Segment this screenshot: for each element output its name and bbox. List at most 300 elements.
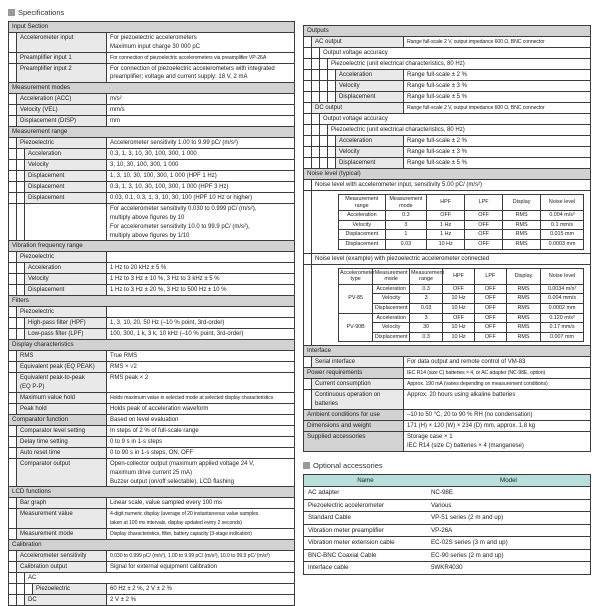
table-cell: RMS: [503, 220, 541, 230]
row-value: 1 Hz to 3 Hz ± 20 %, 3 Hz to 500 Hz ± 10 %: [107, 285, 294, 295]
spec-row: [304, 253, 590, 264]
table-cell: 10 Hz: [427, 239, 465, 249]
row-value: For data output and remote control of VM-83: [404, 357, 590, 367]
spec-row: [9, 550, 294, 561]
row-label: Preamplifier input 2: [17, 64, 107, 83]
table-row: [339, 230, 584, 240]
section-header-row: [9, 414, 294, 425]
spec-row: [304, 378, 590, 389]
spec-row: [304, 135, 590, 146]
spec-row: [9, 350, 294, 361]
indent-spacer: [304, 92, 312, 102]
indent-spacer: [9, 33, 17, 52]
accessory-name: Vibration meter preamplifier: [308, 526, 384, 534]
row-value: 4-digit numeric display (average of 20 instantaneous value samples taken at 100 ms intervals, display updated every 2 seconds): [107, 509, 294, 528]
row-value: RMS peak × 2: [107, 373, 294, 392]
row-value: Range full-scale 2 V, output impedance 600 Ω, BNC connector: [404, 103, 590, 113]
indent-spacer: [312, 81, 320, 91]
spec-row: [9, 403, 294, 414]
spec-row: [9, 372, 294, 392]
indent-spacer: [320, 92, 328, 102]
row-value: True RMS: [107, 351, 294, 361]
row-value: 1, 3, 10, 30, 100, 300, 1 000 (HPF 1 Hz): [107, 171, 294, 181]
row-label: Comparator level setting: [17, 426, 107, 436]
indent-spacer: [328, 158, 336, 168]
table-cell: OFF: [443, 284, 475, 294]
row-value: For connection of piezoelectric accelerometers via preamplifier VP-26A: [107, 53, 294, 63]
indent-spacer: [9, 116, 17, 126]
table-row: [339, 323, 584, 333]
indent-spacer: [9, 595, 17, 605]
row-label: Measurement mode: [17, 529, 107, 539]
spec-row: [304, 264, 590, 346]
indent-spacer: [320, 136, 328, 146]
table-cell: RMS: [506, 294, 540, 304]
indent-spacer: [9, 252, 17, 262]
row-label: Piezoelectric: [17, 252, 107, 262]
row-label: Displacement: [25, 182, 107, 192]
section-title: Display characteristics: [9, 340, 294, 350]
table-cell: 0.3: [385, 211, 427, 221]
table-cell: RMS: [506, 313, 540, 323]
indent-spacer: [328, 81, 336, 91]
row-label: Piezoelectric: [17, 138, 107, 148]
optional-accessories-title-text: Optional accessories: [313, 460, 383, 470]
indent-spacer: [304, 357, 312, 367]
section-header-row: [9, 240, 294, 251]
indent-spacer: [320, 125, 328, 135]
indent-spacer: [304, 136, 312, 146]
indent-spacer: [9, 204, 17, 240]
specifications-title: [8, 8, 295, 17]
spec-row: [304, 356, 590, 367]
section-header-row: [304, 367, 590, 378]
table-cell: 0.0003 mm: [541, 239, 584, 249]
spec-row: [9, 436, 294, 447]
table-cell: RMS: [506, 303, 540, 313]
spec-row: [304, 179, 590, 190]
row-label: Velocity (VEL): [17, 105, 107, 115]
spec-row: [9, 93, 294, 104]
indent-spacer: [304, 103, 312, 113]
row-label: Preamplifier input 1: [17, 53, 107, 63]
table-cell: PV-90B: [339, 313, 373, 342]
row-value: 0.030 to 0.999 pC/ (m/s²), 1.00 to 9.99 pC/ (m/s²), 10.0 to 99.9 pC/ (m/s²): [107, 551, 294, 561]
accessory-row: [304, 524, 590, 537]
spec-row: [304, 80, 590, 91]
section-header-row: [304, 431, 590, 451]
spec-row: [9, 594, 294, 605]
indent-spacer: [9, 149, 17, 159]
indent-spacer: [9, 393, 17, 403]
column-header: LPF: [474, 268, 506, 284]
column-header: HPF: [427, 195, 465, 211]
indent-spacer: [9, 562, 17, 572]
indent-spacer: [9, 426, 17, 436]
table-header-row: [339, 268, 584, 284]
table-cell: 1: [385, 230, 427, 240]
optional-accessories-title: [303, 461, 591, 470]
section-label: Ambient conditions for use: [304, 410, 404, 420]
row-label: Acceleration: [336, 70, 404, 80]
indent-spacer: [9, 573, 17, 583]
spec-row: [9, 425, 294, 436]
row-value: Open-collector output (maximum applied voltage 24 V, maximum drive current 25 mA) Buzzer output (on/off selectable), LCD flashing: [107, 459, 294, 486]
table-cell: Velocity: [339, 220, 386, 230]
indent-spacer: [17, 595, 25, 605]
indent-spacer: [9, 437, 17, 447]
table-cell: Acceleration: [373, 313, 410, 323]
table-cell: OFF: [465, 220, 503, 230]
row-value: 0 to 9 s in 1-s steps: [107, 437, 294, 447]
indent-spacer: [312, 114, 320, 124]
indent-spacer: [312, 70, 320, 80]
row-label: [25, 204, 107, 240]
row-label: Displacement: [25, 171, 107, 181]
indent-spacer: [320, 81, 328, 91]
row-value: For connection of piezoelectric accelerometers with integrated preamplifier; voltage and current supply: 18 V, 2 mA: [107, 64, 294, 83]
table-cell: 3: [385, 220, 427, 230]
indent-spacer: [9, 529, 17, 539]
table-row: [339, 313, 584, 323]
indent-spacer: [312, 92, 320, 102]
spec-row: [9, 137, 294, 148]
row-label: Velocity: [336, 147, 404, 157]
indent-spacer: [9, 351, 17, 361]
indent-spacer: [304, 265, 312, 346]
table-cell: 10 Hz: [443, 323, 475, 333]
right-column: [303, 8, 591, 575]
column-header: Noise level: [541, 195, 584, 211]
table-cell: RMS: [506, 284, 540, 294]
section-label: Supplied accessories: [304, 432, 404, 451]
accessory-model: Various: [430, 501, 452, 509]
indent-spacer: [9, 53, 17, 63]
column-header: Measurement mode: [385, 195, 427, 211]
indent-spacer: [17, 274, 25, 284]
spec-row: [9, 159, 294, 170]
row-label: Accelerometer sensitivity: [17, 551, 107, 561]
spec-row: [304, 389, 590, 409]
row-value: Range full-scale ± 2 %: [404, 136, 590, 146]
row-label: Equivalent peak-to-peak (EQ P-P): [17, 373, 107, 392]
indent-spacer: [9, 509, 17, 528]
spec-row: [9, 392, 294, 403]
row-value: Approx. 20 hours using alkaline batteries: [404, 390, 590, 409]
spec-row: [9, 115, 294, 126]
accessory-name: AC adapter: [308, 489, 340, 497]
row-label: Displacement: [25, 285, 107, 295]
table-cell: 0.1 mm/s: [541, 220, 584, 230]
accessories-model-header: Model: [500, 476, 517, 484]
table-cell: OFF: [427, 211, 465, 221]
section-label: Dimensions and weight: [304, 421, 404, 431]
indent-spacer: [17, 318, 25, 328]
row-span-text: Piezoelectric (unit electrical characteristics, 80 Hz): [328, 125, 590, 135]
accessory-model: NC-98E: [430, 489, 453, 497]
row-label: Displacement: [25, 193, 107, 203]
row-value: 0.03, 0.1, 0.3, 1, 3, 10, 30, 100 (HPF 10 Hz or higher): [107, 193, 294, 203]
table-cell: OFF: [443, 313, 475, 323]
indent-spacer: [312, 59, 320, 69]
table-cell: 0.015 mm: [541, 230, 584, 240]
spec-row: [9, 52, 294, 63]
section-value: IEC R14 (size C) batteries × 4, or AC adapter (NC-98E, option): [404, 368, 590, 378]
indent-spacer: [9, 373, 17, 392]
noise-table-wrap: [312, 191, 590, 253]
indent-spacer: [328, 147, 336, 157]
section-header-row: [304, 409, 590, 420]
row-label: Piezoelectric: [33, 584, 107, 594]
accessory-name: Standard Cable: [308, 514, 351, 522]
section-title: Input Section: [9, 22, 294, 32]
table-row: [339, 284, 584, 294]
accessory-name: Piezoelectric accelerometer: [308, 501, 384, 509]
accessory-row: [304, 486, 590, 499]
row-value: Signal for external equipment calibration: [107, 562, 294, 572]
table-row: [339, 239, 584, 249]
spec-row: [9, 328, 294, 339]
spec-row: [304, 157, 590, 168]
row-span-text: Piezoelectric (unit electrical characteristics, 80 Hz): [328, 59, 590, 69]
indent-spacer: [304, 180, 312, 190]
row-value: In steps of 2 % of full-scale range: [107, 426, 294, 436]
accessory-row: [304, 499, 590, 512]
table-cell: OFF: [474, 332, 506, 342]
table-cell: 3: [410, 313, 443, 323]
indent-spacer: [304, 70, 312, 80]
indent-spacer: [9, 105, 17, 115]
spec-row: [9, 583, 294, 594]
spec-row: [9, 170, 294, 181]
indent-spacer: [9, 448, 17, 458]
section-header-row: [304, 345, 590, 356]
row-value: Range full-scale 2 V, output impedance 600 Ω, BNC connector: [404, 37, 590, 47]
accessory-name: Vibration meter extension cable: [308, 539, 395, 547]
row-label: Calibration output: [17, 562, 107, 572]
section-square-icon: [8, 9, 15, 16]
table-row: [339, 294, 584, 304]
indent-spacer: [9, 182, 17, 192]
spec-row: [9, 306, 294, 317]
row-value: mm: [107, 116, 294, 126]
section-title: Calibration: [9, 540, 294, 550]
row-value: 1 Hz to 3 Hz ± 10 %, 3 Hz to 3 kHz ± 5 %: [107, 274, 294, 284]
indent-spacer: [304, 125, 312, 135]
spec-row: [9, 273, 294, 284]
indent-spacer: [304, 81, 312, 91]
indent-spacer: [312, 125, 320, 135]
spec-row: [9, 63, 294, 83]
section-title: Vibration frequency range: [9, 241, 294, 251]
spec-row: [9, 284, 294, 295]
indent-spacer: [17, 329, 25, 339]
row-value: Range full-scale ± 3 %: [404, 147, 590, 157]
row-value: 3, 10, 30, 100, 300, 1 000: [107, 160, 294, 170]
row-label: Continuous operation on batteries: [312, 390, 404, 409]
table-cell: 1 Hz: [427, 220, 465, 230]
table-cell: RMS: [503, 239, 541, 249]
row-label: Measurement value: [17, 509, 107, 528]
indent-spacer: [304, 379, 312, 389]
indent-spacer: [320, 70, 328, 80]
spec-row: [304, 146, 590, 157]
column-header: Display: [503, 195, 541, 211]
indent-spacer: [9, 171, 17, 181]
row-value: [107, 252, 294, 262]
row-span-text: Noise level (example) with piezoelectric accelerometer connected: [312, 254, 590, 264]
table-header-row: [339, 195, 584, 211]
table-cell: OFF: [465, 239, 503, 249]
spec-row: [304, 190, 590, 253]
indent-spacer: [312, 48, 320, 58]
accessories-header-row: [304, 475, 590, 487]
noise_typical-table: [338, 194, 584, 250]
section-square-icon: [303, 462, 310, 469]
table-cell: Displacement: [339, 230, 386, 240]
table-cell: 0.03: [385, 239, 427, 249]
noise-table-wrap: [312, 265, 590, 346]
row-label: Auto reset time: [17, 448, 107, 458]
table-cell: OFF: [474, 294, 506, 304]
spec-row: [9, 508, 294, 528]
row-label: Current consumption: [312, 379, 404, 389]
row-value: 0 to 90 s in 1-s steps, ON, OFF: [107, 448, 294, 458]
table-cell: 0.0002 mm: [541, 303, 584, 313]
section-header-row: [304, 26, 590, 36]
column-header: Noise level: [541, 268, 584, 284]
table-cell: RMS: [506, 323, 540, 333]
accessories-name-header: Name: [357, 476, 374, 484]
row-label: Displacement: [336, 158, 404, 168]
table-cell: 0.17 mm/s: [541, 323, 584, 333]
row-label: AC output: [312, 37, 404, 47]
row-label: High-pass filter (HPF): [25, 318, 107, 328]
spec-row: [9, 262, 294, 273]
table-cell: 30: [410, 323, 443, 333]
table-cell: 10 Hz: [443, 303, 475, 313]
row-label: Peak hold: [17, 404, 107, 414]
table-cell: RMS: [506, 332, 540, 342]
accessory-model: 5WKR4030: [430, 564, 463, 572]
accessory-model: EC-90 series (2 m and up): [430, 551, 504, 559]
row-span-text: Noise level with accelerometer input, sensitivity 5.00 pC/ (m/s²): [312, 180, 590, 190]
section-title: LCD functions: [9, 487, 294, 497]
table-cell: OFF: [474, 284, 506, 294]
indent-spacer: [328, 92, 336, 102]
row-span-text: Output voltage accuracy: [320, 48, 590, 58]
row-value: mm/s: [107, 105, 294, 115]
table-cell: OFF: [474, 313, 506, 323]
row-label: Velocity: [25, 274, 107, 284]
indent-spacer: [17, 182, 25, 192]
spec-row: [9, 203, 294, 240]
row-label: Accelerometer input: [17, 33, 107, 52]
noise_example-table: [338, 268, 584, 343]
row-label: Maximum value hold: [17, 393, 107, 403]
table-cell: OFF: [474, 323, 506, 333]
indent-spacer: [304, 114, 312, 124]
row-label: Piezoelectric: [17, 307, 107, 317]
indent-spacer: [312, 158, 320, 168]
table-cell: RMS: [503, 211, 541, 221]
row-label: RMS: [17, 351, 107, 361]
indent-spacer: [304, 59, 312, 69]
section-label: Power requirements: [304, 368, 404, 378]
indent-spacer: [304, 147, 312, 157]
table-cell: OFF: [465, 230, 503, 240]
row-value: Range full-scale ± 5 %: [404, 158, 590, 168]
row-value: Approx. 190 mA (varies depending on measurement conditions): [404, 379, 590, 389]
row-label: Acceleration: [25, 149, 107, 159]
row-label: Displacement: [336, 92, 404, 102]
row-value: Range full-scale ± 3 %: [404, 81, 590, 91]
spec-row: [304, 58, 590, 69]
indent-spacer: [320, 147, 328, 157]
indent-spacer: [320, 158, 328, 168]
table-row: [339, 220, 584, 230]
table-cell: Displacement: [373, 332, 410, 342]
table-cell: 0.3: [410, 332, 443, 342]
row-label: Velocity: [336, 81, 404, 91]
row-value: 2 V ± 2 %: [107, 595, 294, 605]
indent-spacer: [9, 64, 17, 83]
indent-spacer: [9, 362, 17, 372]
row-label: DC output: [312, 103, 404, 113]
table-row: [339, 332, 584, 342]
row-label: Acceleration: [336, 136, 404, 146]
row-value: RMS × √2: [107, 362, 294, 372]
spec-row: [9, 192, 294, 203]
spec-row: [304, 91, 590, 102]
spec-row: [9, 32, 294, 52]
row-value: Accelerometer sensitivity 1.00 to 9.99 pC/ (m/s²): [107, 138, 294, 148]
spec-row: [9, 572, 294, 583]
spec-row: [9, 528, 294, 539]
indent-spacer: [304, 158, 312, 168]
optional-accessories-table: [303, 474, 591, 575]
indent-spacer: [17, 584, 25, 594]
column-header: Measurement range: [339, 195, 386, 211]
table-cell: 0.007 mm: [541, 332, 584, 342]
indent-spacer: [9, 307, 17, 317]
row-value: 1 Hz to 20 kHz ± 5 %: [107, 263, 294, 273]
indent-spacer: [17, 204, 25, 240]
row-value: 0.3, 1, 3, 10, 30, 100, 300, 1 000 (HPF 3 Hz): [107, 182, 294, 192]
section-value: –10 to 50 °C, 20 to 90 % RH (no condensation): [404, 410, 590, 420]
accessory-model: VP-51 series (2 m and up): [430, 514, 504, 522]
accessory-model: VP-26A: [430, 526, 453, 534]
table-cell: 0.004 mm/s: [541, 294, 584, 304]
row-value: 1, 3, 10, 20, 50 Hz (–10 % point, 3rd-order): [107, 318, 294, 328]
row-value: For piezoelectric accelerometers Maximum input charge 30 000 pC: [107, 33, 294, 52]
spec-row: [9, 317, 294, 328]
table-cell: Velocity: [373, 323, 410, 333]
table-cell: PV-85: [339, 284, 373, 313]
accessory-name: Interface cable: [308, 564, 349, 572]
indent-spacer: [312, 136, 320, 146]
indent-spacer: [9, 160, 17, 170]
specifications-title-text: Specifications: [18, 8, 65, 17]
section-title: Measurement modes: [9, 83, 294, 93]
section-value: Storage case × 1 IEC R14 (size C) batteries × 4 (manganese): [404, 432, 590, 451]
accessory-row: [304, 549, 590, 562]
spec-row: [9, 497, 294, 508]
indent-spacer: [9, 584, 17, 594]
indent-spacer: [17, 171, 25, 181]
indent-spacer: [9, 274, 17, 284]
table-cell: 0.004 m/s²: [541, 211, 584, 221]
